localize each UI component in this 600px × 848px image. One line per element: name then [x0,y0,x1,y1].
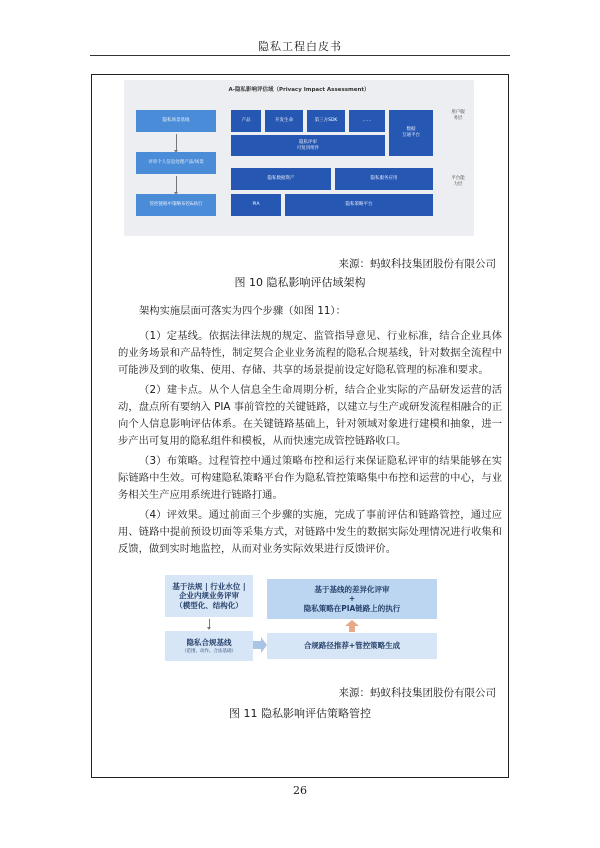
figure-10-caption: 图 10 隐私影响评估域架构 [234,276,366,289]
figure-10-diagram [124,80,474,236]
intro-paragraph: 架构实施层面可落实为四个步骤（如图 11）： [139,305,346,317]
top-block-etc: …… [349,110,385,132]
top-block-dev: 开发生命 [265,110,303,132]
compliance-baseline-box [165,631,253,661]
figure-11-diagram [165,575,440,665]
step-2-paragraph: （2）建卡点。从个人信息全生命周期分析，结合企业实际的产品研发运营的活动，盘点所有要纳入 PIA 事前管控的关键链路，以建立与生产或研发流程相融合的正向个人信息影响评估体系。在关键链路基础上，针对领域对象进行建模和抽象，进一步产出可复用的隐私组件和模板，从而快速完成管控链路收口。 [118,384,502,447]
figure-10-source: 来源：蚂蚁科技集团股份有限公司 [338,258,496,270]
step-3-paragraph: （3）布策略。过程管控中通过策略布控和运行来保证隐私评审的结果能够在实际链路中生效。可构建隐私策略平台作为隐私管控策略集中布控和运营的中心，与业务相关生产应用系统进行链路打通。 [118,455,502,501]
policy-platform-block: 隐私策略平台 [285,194,433,216]
top-block-sdk: 第三方SDK [307,110,345,132]
page-number: 26 [293,784,307,797]
differentiated-review-box [267,579,437,619]
arrow-down-icon [209,619,210,627]
path-recommend-box: 合规路径推荐+管控策略生成 [267,633,437,659]
pia-execution-label: 隐私策略在PIA链路上的执行 [303,603,401,613]
header-rule [90,55,510,56]
page-header: 隐私工程白皮书 [258,40,342,53]
left-block-baseline: 隐私场景基线 [136,110,216,132]
service-app-block: 隐私服务应用 [335,168,433,190]
side-label-platform: 平台能力层 [451,176,465,187]
pia-block: PIA [231,194,281,216]
data-platform-block: 数据 互通平台 [389,110,433,156]
figure-11-source: 来源：蚂蚁科技集团股份有限公司 [338,687,496,699]
compliance-baseline-detail: （范围、动作、合法基础） [182,648,236,654]
plus-sign: + [348,594,356,604]
arrow-down-icon [176,134,177,150]
left-block-policy: 管控链路中策略布控&执行 [136,194,216,216]
data-assets-block: 隐私数据资产 [231,168,331,190]
arrow-down-icon [176,176,177,192]
step-4-paragraph: （4）评效果。通过前面三个步骤的实施，完成了事前评估和链路管控，通过应用、链路中提前预设切面等采集方式，对链路中发生的数据实际处理情况进行收集和反馈，做到实时地监控，从而对业务实际效果进行反馈评价。 [118,509,502,555]
review-component-bar: 隐私评审 可复用组件 [231,135,385,156]
left-block-review: 评审个人信息处理产品/场景 [136,152,216,174]
figure-10-title: A-隐私影响评估域（Privacy Impact Assessment） [228,87,370,93]
differentiated-review-label: 基于基线的差异化评审 [314,584,390,594]
step-1-paragraph: （1）定基线。依据法律法规的规定、监管指导意见、行业标准，结合企业具体的业务场景和产品特性，制定契合企业业务流程的隐私合规基线，针对数据全流程中可能涉及到的收集、使用、存储、共享的场景提前设定好隐私管理的标准和要求。 [118,330,502,376]
side-label-user-service: 用户服务层 [451,110,465,121]
arrow-right-icon [253,635,267,655]
top-block-product: 产品 [231,110,261,132]
compliance-baseline-label: 隐私合规基线 [186,637,232,647]
arrow-up-icon [345,620,359,632]
regulation-review-box: 基于法规 | 行业水位 | 企业内规业务评审 （模型化、结构化） [165,575,253,617]
figure-11-caption: 图 11 隐私影响评估策略管控 [229,707,371,720]
